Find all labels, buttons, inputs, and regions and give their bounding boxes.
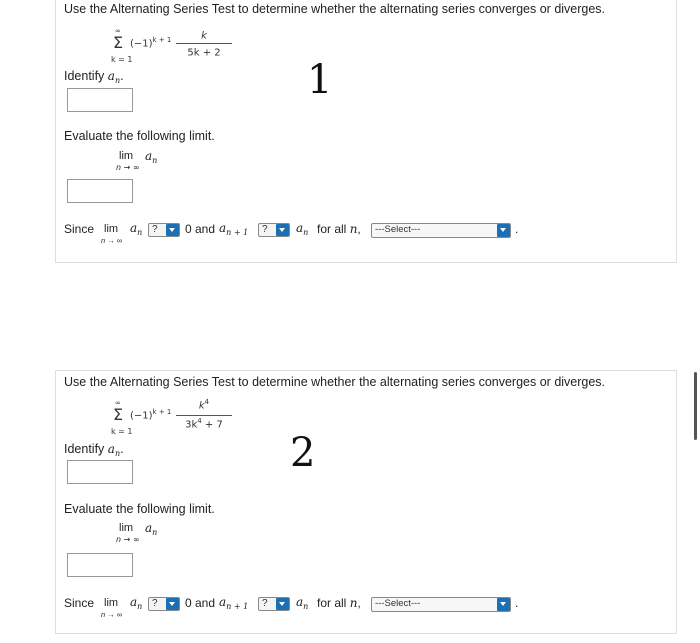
for-all-text: for all n, — [317, 222, 361, 236]
evaluate-label: Evaluate the following limit. — [64, 129, 215, 143]
lim-variable: $a_n$ — [145, 149, 158, 165]
relation-select-2[interactable]: ? — [258, 597, 290, 611]
fraction-bar — [176, 43, 232, 44]
since-statement — [64, 595, 664, 619]
chevron-down-icon — [497, 598, 510, 611]
identify-label: Identify $a_n$. — [64, 442, 124, 458]
since-lim-subscript: n → ∞ — [101, 610, 123, 619]
an-plus-1: $a_{n + 1}$ — [219, 221, 249, 237]
chevron-down-icon — [276, 224, 289, 236]
relation-select-2[interactable]: ? — [258, 223, 290, 237]
since-lim: lim — [104, 223, 119, 235]
relation-select-1[interactable]: ? — [148, 597, 180, 611]
identify-label: Identify $a_n$. — [64, 69, 124, 85]
chevron-down-icon — [276, 598, 289, 610]
lim-subscript: n → ∞ — [116, 535, 140, 544]
since-lim: lim — [104, 597, 119, 609]
period: . — [515, 222, 519, 236]
relation-select-1[interactable]: ? — [148, 223, 180, 237]
lim-variable: $a_n$ — [145, 521, 158, 537]
sigma-lower-limit: k = 1 — [111, 427, 133, 436]
lim-word: lim — [119, 150, 134, 162]
fraction-numerator: $k^4$ — [198, 398, 210, 412]
since-statement — [64, 221, 664, 245]
chevron-down-icon — [166, 598, 179, 610]
question-text: Use the Alternating Series Test to determine whether the alternating series converges or diverges. — [64, 375, 606, 389]
sigma-upper-limit: ∞ — [115, 399, 121, 407]
since-word: Since — [64, 596, 95, 610]
since-an: $a_n$ — [130, 595, 143, 611]
since-lim-subscript: n → ∞ — [101, 236, 123, 245]
question-text: Use the Alternating Series Test to determine whether the alternating series converges or diverges. — [64, 2, 606, 16]
for-all-text: for all n, — [317, 596, 361, 610]
since-word: Since — [64, 222, 95, 236]
chevron-down-icon — [166, 224, 179, 236]
sigma-symbol: Σ — [113, 405, 124, 424]
lim-subscript: n → ∞ — [116, 163, 140, 172]
scrollbar-thumb[interactable] — [694, 372, 697, 440]
conclusion-select[interactable]: ---Select--- — [371, 597, 511, 612]
fraction-numerator: k — [201, 30, 207, 42]
limit-input[interactable] — [67, 553, 133, 577]
zero-and-text: 0 and — [185, 222, 216, 236]
alternating-factor: $(-1)^{k + 1}$ — [130, 408, 172, 422]
fraction-denominator: $3k^4 + 7$ — [185, 417, 223, 431]
identify-an-input[interactable] — [67, 88, 133, 112]
period: . — [515, 596, 519, 610]
problem-1-panel — [55, 0, 677, 263]
sigma-upper-limit: ∞ — [115, 27, 121, 35]
alternating-factor: $(-1)^{k + 1}$ — [130, 36, 172, 50]
identify-an-input[interactable] — [67, 460, 133, 484]
evaluate-label: Evaluate the following limit. — [64, 502, 215, 516]
problem-2-panel — [55, 370, 677, 634]
handwritten-number-1: 1 — [307, 57, 333, 103]
limit-input[interactable] — [67, 179, 133, 203]
sigma-lower-limit: k = 1 — [111, 55, 133, 64]
an-plus-1: $a_{n + 1}$ — [219, 595, 249, 611]
lim-word: lim — [119, 522, 134, 534]
an-term: $a_n$ — [296, 595, 309, 611]
handwritten-number-2: 2 — [290, 430, 316, 476]
fraction-denominator: 5k + 2 — [187, 47, 221, 59]
an-term: $a_n$ — [296, 221, 309, 237]
since-an: $a_n$ — [130, 221, 143, 237]
chevron-down-icon — [497, 224, 510, 237]
sigma-symbol: Σ — [113, 33, 124, 52]
conclusion-select[interactable]: ---Select--- — [371, 223, 511, 238]
zero-and-text: 0 and — [185, 596, 216, 610]
fraction-bar — [176, 415, 232, 416]
